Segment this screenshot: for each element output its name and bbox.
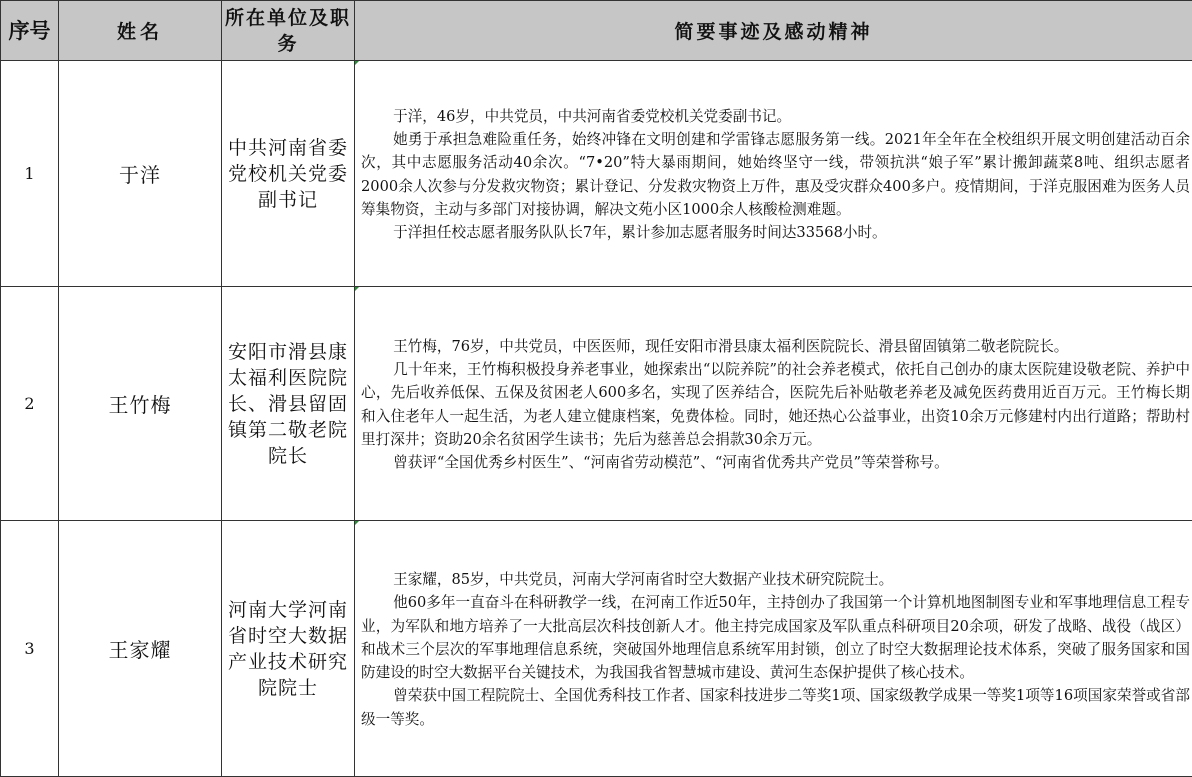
cell-marker-icon <box>355 521 359 525</box>
desc-paragraph: 他60多年一直奋斗在科研教学一线，在河南工作近50年，主持创办了我国第一个计算机地图制图专业和军事地理信息工程专业，为军队和地方培养了一大批高层次科技创新人才。他主持完成国家及军队重点科研项目20余项，研发了战略、战役（战区）和战术三个层次的军事地理信息系统，突破国外地理信息系统军用封锁，创立了时空大数据理论技术体系，突破了服务国家和国防建设的时空大数据平台关键技术，为我国我省智慧城市建设、黄河生态保护提供了核心技术。 <box>361 594 1190 682</box>
unit-cell: 中共河南省委党校机关党委副书记 <box>222 61 355 287</box>
desc-paragraph: 曾获评“全国优秀乡村医生”、“河南省劳动模范”、“河南省优秀共产党员”等荣誉称号。 <box>393 454 949 472</box>
name-cell: 于洋 <box>59 61 222 287</box>
cell-marker-icon <box>355 287 359 291</box>
cell-marker-icon <box>355 61 359 65</box>
table-row <box>1 521 1192 777</box>
desc-paragraph: 于洋担任校志愿者服务队队长7年，累计参加志愿者服务时间达33568小时。 <box>393 224 887 242</box>
desc-paragraph: 王家耀，85岁，中共党员，河南大学河南省时空大数据产业技术研究院院士。 <box>393 570 894 588</box>
desc-cell <box>355 521 1192 777</box>
desc-cell <box>355 61 1192 287</box>
name-cell: 王家耀 <box>59 521 222 777</box>
table-row <box>1 61 1192 287</box>
desc-paragraph: 几十年来，王竹梅积极投身养老事业，她探索出“以院养院”的社会养老模式，依托自己创办的康太医院建设敬老院、养护中心，先后收养低保、五保及贫困老人600多名，实现了医养结合，医院先后补贴敬老养老及减免医药费用近百万元。王竹梅长期和入住老年人一起生活，为老人建立健康档案，免费体检。同时，她还热心公益事业，出资10余万元修建村内出行道路；帮助村里打深井；资助20余名贫困学生读书；先后为慈善总会捐款30余万元。 <box>361 360 1190 448</box>
seq-cell: 2 <box>1 287 59 521</box>
seq-cell: 3 <box>1 521 59 777</box>
desc-cell <box>355 287 1192 521</box>
header-unit: 所在单位及职务 <box>222 1 355 61</box>
seq-cell: 1 <box>1 61 59 287</box>
header-seq: 序号 <box>1 1 59 61</box>
header-name: 姓名 <box>59 1 222 61</box>
table-row <box>1 287 1192 521</box>
desc-paragraph: 于洋，46岁，中共党员，中共河南省委党校机关党委副书记。 <box>393 107 792 125</box>
desc-paragraph: 王竹梅，76岁，中共党员，中医医师，现任安阳市滑县康太福利医院院长、滑县留固镇第二敬老院院长。 <box>393 337 1069 355</box>
desc-paragraph: 她勇于承担急难险重任务，始终冲锋在文明创建和学雷锋志愿服务第一线。2021年全年在全校组织开展文明创建活动百余次，其中志愿服务活动40余次。“7•20”特大暴雨期间，她始终坚守一线，带领抗洪“娘子军”累计搬卸蔬菜8吨、组织志愿者2000余人次参与分发救灾物资；累计登记、分发救灾物资上万件，惠及受灾群众400多户。疫情期间，于洋克服困难为医务人员筹集物资，主动与多部门对接协调，解决文苑小区1000余人核酸检测难题。 <box>361 130 1190 218</box>
header-desc: 简要事迹及感动精神 <box>355 1 1192 61</box>
desc-paragraph: 曾荣获中国工程院院士、全国优秀科技工作者、国家科技进步二等奖1项、国家级教学成果一等奖1项等16项国家荣誉或省部级一等奖。 <box>361 687 1190 728</box>
unit-cell: 河南大学河南省时空大数据产业技术研究院院士 <box>222 521 355 777</box>
name-cell: 王竹梅 <box>59 287 222 521</box>
header-row <box>1 1 1192 61</box>
unit-cell: 安阳市滑县康太福利医院院长、滑县留固镇第二敬老院院长 <box>222 287 355 521</box>
